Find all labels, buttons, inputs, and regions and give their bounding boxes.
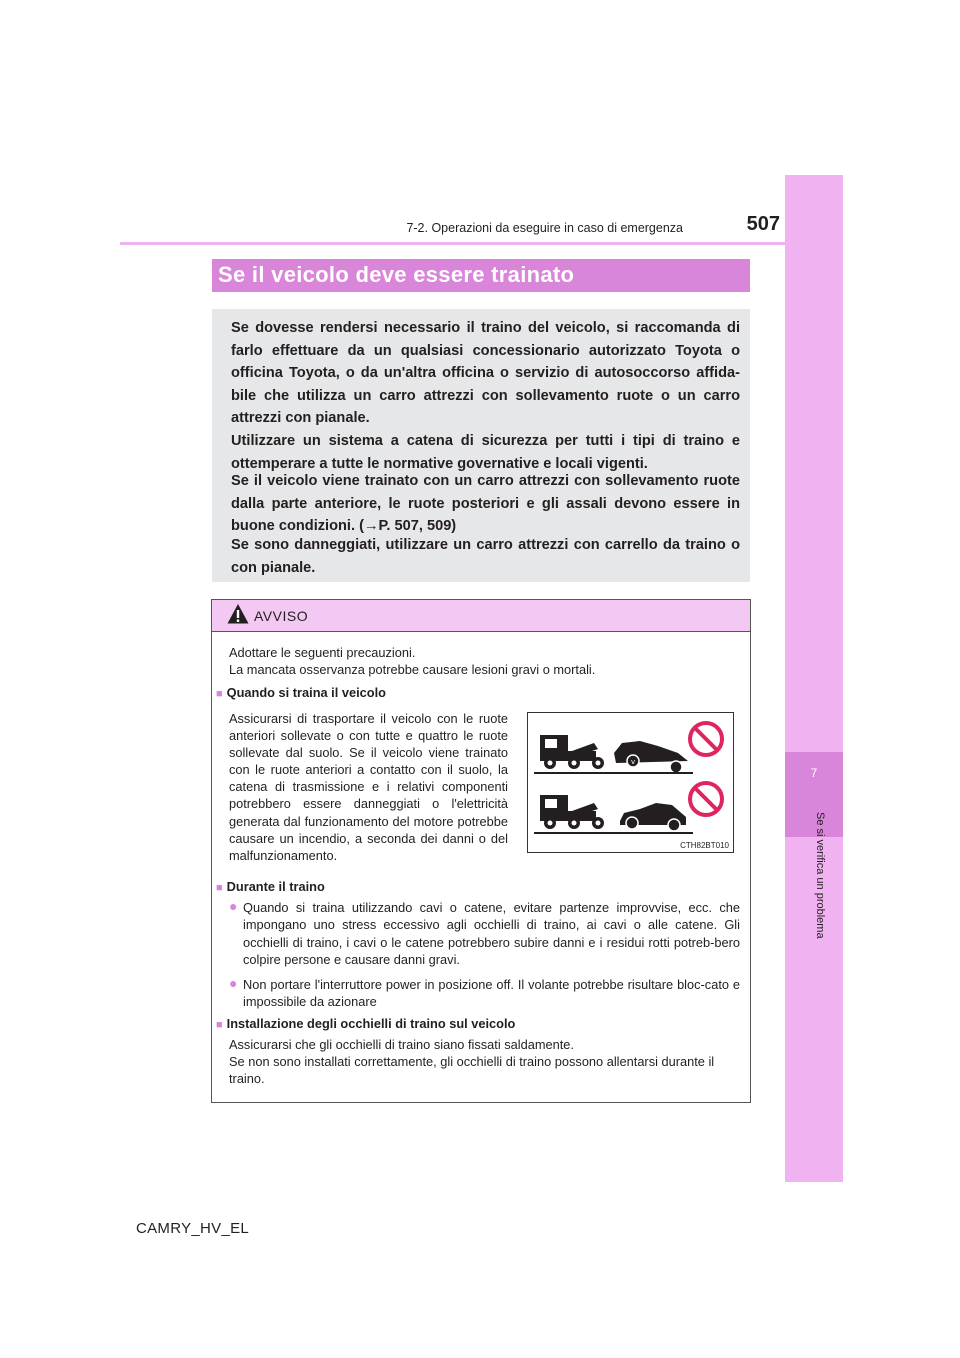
tow-truck-top: [540, 735, 604, 769]
round-bullet-icon: ●: [229, 975, 238, 991]
towing-paragraph: Assicurarsi di trasportare il veicolo con le ruote anteriori sollevate o con tutte e quattro le ruote sollevate dal suolo. Se il veicolo viene trainato con le ruote anteriori a contatto con il suolo, la catena di trasmissione e i relativi componenti potrebbero essere danneggiati o l'elettricità generata dal funzionamento del motore potrebbe causare un incendio, a seconda dei danni o del malfunzionamento.: [229, 711, 508, 863]
warning-lead-2: La mancata osservanza potrebbe causare lesioni gravi o mortali.: [229, 662, 596, 677]
tow-truck-diagram: [528, 713, 733, 852]
section-title: 7-2. Operazioni da eseguire in caso di emergenza: [406, 221, 683, 235]
towing-illustration: [527, 712, 734, 853]
intro-paragraph-2: Utilizzare un sistema a catena di sicurezza per tutti i tipi di traino e ottemperare a tutte le normative governative e locali vigenti.: [231, 433, 740, 472]
footer-model-code: CAMRY_HV_EL: [136, 1220, 250, 1237]
warning-heading-installation: [216, 1015, 736, 1034]
square-bullet-icon: ■: [216, 882, 223, 894]
warning-heading-text: Quando si traina il veicolo: [226, 685, 386, 700]
prohibition-icon-top: [690, 723, 722, 755]
intro-paragraph-4: Se sono danneggiati, utilizzare un carro attrezzi con carrello da traino o con pianale.: [231, 537, 740, 576]
chapter-label: Se si verifica un problema: [814, 812, 826, 939]
page-number: 507: [746, 213, 780, 235]
chapter-number: 7: [810, 766, 818, 780]
installation-text-2: Se non sono installati correttamente, gli occhielli di traino possono allentarsi durante il traino.: [229, 1054, 715, 1087]
warning-heading-towing: [216, 684, 736, 703]
warning-label: AVVISO: [254, 608, 309, 624]
warning-heading-text: Installazione degli occhielli di traino sul veicolo: [226, 1016, 516, 1031]
figure-code: CTH82BT010: [680, 841, 729, 850]
header-rule: [120, 242, 785, 245]
intro-box: [212, 309, 750, 582]
square-bullet-icon: ■: [216, 1019, 223, 1031]
during-bullet-2: Non portare l'interruttore power in posizione off. Il volante potrebbe risultare bloc-cato e impossibile da azionare: [243, 977, 740, 1010]
warning-heading-text: Durante il traino: [226, 879, 325, 894]
warning-lead-1: Adottare le seguenti precauzioni.: [229, 645, 416, 660]
during-bullet-1: Quando si traina utilizzando cavi o catene, evitare partenze improvvise, ecc. che impongano uno stress eccessivo agli occhielli di traino, ai cavi o alle catene. Gli occhielli di traino, i cavi o le catene potrebbero subire danni e i residui rotti potreb-bero colpire persone e causare danni gravi.: [243, 900, 740, 967]
intro-paragraph-1: Se dovesse rendersi necessario il traino del veicolo, si raccomanda di farlo effettuare da un qualsiasi concessionario autorizzato Toyota o officina Toyota, o da un'altra officina o servizio di autosoccorso affida-bile che utilizza un carro attrezzi con sollevamento ruote o un carro attrezzi con pianale.: [231, 320, 740, 426]
round-bullet-icon: ●: [229, 898, 238, 914]
square-bullet-icon: ■: [216, 688, 223, 700]
intro-paragraph-3: Se il veicolo viene trainato con un carro attrezzi con sollevamento ruote dalla parte anteriore, le ruote posteriori e gli assali devono essere in buone condizioni. (→P. 507, 509): [231, 473, 740, 534]
towed-car-top: [614, 741, 688, 773]
warning-triangle-icon: [227, 603, 249, 625]
installation-text-1: Assicurarsi che gli occhielli di traino siano fissati saldamente.: [229, 1037, 574, 1052]
tow-truck-bottom: [540, 795, 604, 829]
chapter-side-tab: [785, 175, 843, 1182]
svg-text:v: v: [631, 758, 636, 766]
warning-heading-during: [216, 878, 736, 897]
prohibition-icon-bottom: [690, 783, 722, 815]
page-heading: Se il veicolo deve essere trainato: [218, 262, 575, 287]
towed-car-bottom: [620, 803, 686, 831]
